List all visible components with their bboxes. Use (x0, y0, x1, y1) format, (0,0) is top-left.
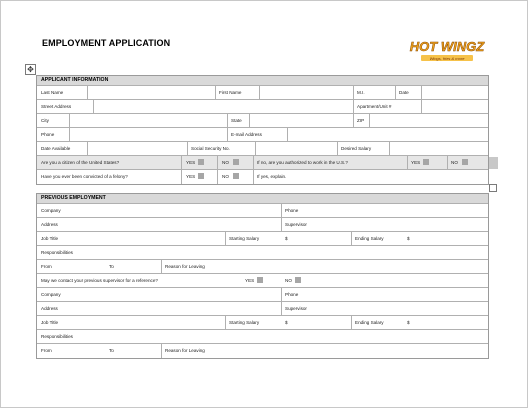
phone-label: Phone (285, 207, 299, 213)
citizenship-row (37, 156, 488, 170)
from-label: From (41, 347, 52, 353)
contact-yes-label: YES (245, 277, 255, 283)
authorized-yes-label: YES (411, 159, 421, 165)
mi-label: M.I. (357, 89, 365, 95)
to-label: To (109, 347, 114, 353)
phone-label: Phone (41, 131, 55, 137)
first-name-label: First Name (219, 89, 242, 95)
table-resize-handle[interactable] (489, 184, 497, 192)
dates-row (37, 344, 488, 358)
address-row (37, 302, 488, 316)
citizen-yes-label: YES (186, 159, 196, 165)
table-move-handle[interactable]: ✥ (25, 64, 36, 75)
authorized-yes-checkbox[interactable] (423, 159, 429, 165)
applicant-information-section (36, 75, 489, 185)
supervisor-label: Supervisor (285, 305, 307, 311)
authorized-no-label: NO (451, 159, 458, 165)
name-row (37, 86, 488, 100)
section-header (37, 76, 488, 86)
felony-no-checkbox[interactable] (233, 173, 239, 179)
citizen-no-checkbox[interactable] (233, 159, 239, 165)
state-label: State (231, 117, 242, 123)
starting-salary-label: Starting Salary (229, 319, 260, 325)
responsibilities-label: Responsibilities (41, 333, 73, 339)
contact-no-checkbox[interactable] (295, 277, 301, 283)
ending-salary-currency: $ (407, 319, 410, 325)
section-header (37, 194, 488, 204)
street-address-label: Street Address (41, 103, 72, 109)
page-title: EMPLOYMENT APPLICATION (42, 38, 171, 48)
previous-employment-section (36, 193, 489, 359)
starting-salary-currency: $ (285, 319, 288, 325)
starting-salary-label: Starting Salary (229, 235, 260, 241)
desired-salary-label: Desired Salary (341, 145, 372, 151)
job-title-label: Job Title (41, 235, 59, 241)
job-title-label: Job Title (41, 319, 59, 325)
email-label: E-mail Address (231, 131, 262, 137)
contact-yes-checkbox[interactable] (257, 277, 263, 283)
apartment-label: Apartment/Unit # (357, 103, 392, 109)
zip-label: ZIP (357, 117, 365, 123)
company-label: Company (41, 291, 61, 297)
ending-salary-label: Ending Salary (355, 235, 384, 241)
svg-text:HOT WINGZ: HOT WINGZ (409, 39, 485, 54)
felony-row (37, 170, 488, 184)
city-row (37, 114, 488, 128)
responsibilities-row (37, 330, 488, 344)
felony-question: Have you ever been convicted of a felony? (41, 173, 128, 179)
address-label: Address (41, 221, 58, 227)
reason-label: Reason for Leaving (165, 263, 205, 269)
last-name-label: Last Name (41, 89, 64, 95)
felony-yes-checkbox[interactable] (198, 173, 204, 179)
contact-permission-row (37, 274, 488, 288)
date-label: Date (399, 89, 409, 95)
citizen-no-label: NO (222, 159, 229, 165)
felony-no-label: NO (222, 173, 229, 179)
dates-row (37, 260, 488, 274)
address-row (37, 218, 488, 232)
felony-explain-label: If yes, explain. (257, 173, 287, 179)
job-title-row (37, 232, 488, 246)
company-label: Company (41, 207, 61, 213)
felony-yes-label: YES (186, 173, 196, 179)
phone-label: Phone (285, 291, 299, 297)
contact-question: May we contact your previous supervisor for a reference? (41, 277, 158, 283)
company-row (37, 288, 488, 302)
hot-wingz-logo (404, 36, 490, 66)
section-title: PREVIOUS EMPLOYMENT (41, 195, 106, 201)
address-label: Address (41, 305, 58, 311)
job-title-row (37, 316, 488, 330)
from-label: From (41, 263, 52, 269)
supervisor-label: Supervisor (285, 221, 307, 227)
citizen-question: Are you a citizen of the United States? (41, 159, 120, 165)
authorized-no-checkbox[interactable] (462, 159, 468, 165)
ending-salary-label: Ending Salary (355, 319, 384, 325)
city-label: City (41, 117, 49, 123)
section-title: APPLICANT INFORMATION (41, 77, 109, 83)
responsibilities-row (37, 246, 488, 260)
date-available-label: Date Available (41, 145, 71, 151)
authorized-question: If no, are you authorized to work in the U.S.? (257, 159, 348, 165)
ssn-label: Social Security No. (191, 145, 230, 151)
contact-no-label: NO (285, 277, 292, 283)
responsibilities-label: Responsibilities (41, 249, 73, 255)
availability-row (37, 142, 488, 156)
citizen-yes-checkbox[interactable] (198, 159, 204, 165)
company-row (37, 204, 488, 218)
row-extension-marker (489, 157, 498, 169)
starting-salary-currency: $ (285, 235, 288, 241)
address-row (37, 100, 488, 114)
contact-row (37, 128, 488, 142)
ending-salary-currency: $ (407, 235, 410, 241)
svg-text:Wings, fries & more: Wings, fries & more (429, 55, 465, 61)
reason-label: Reason for Leaving (165, 347, 205, 353)
to-label: To (109, 263, 114, 269)
